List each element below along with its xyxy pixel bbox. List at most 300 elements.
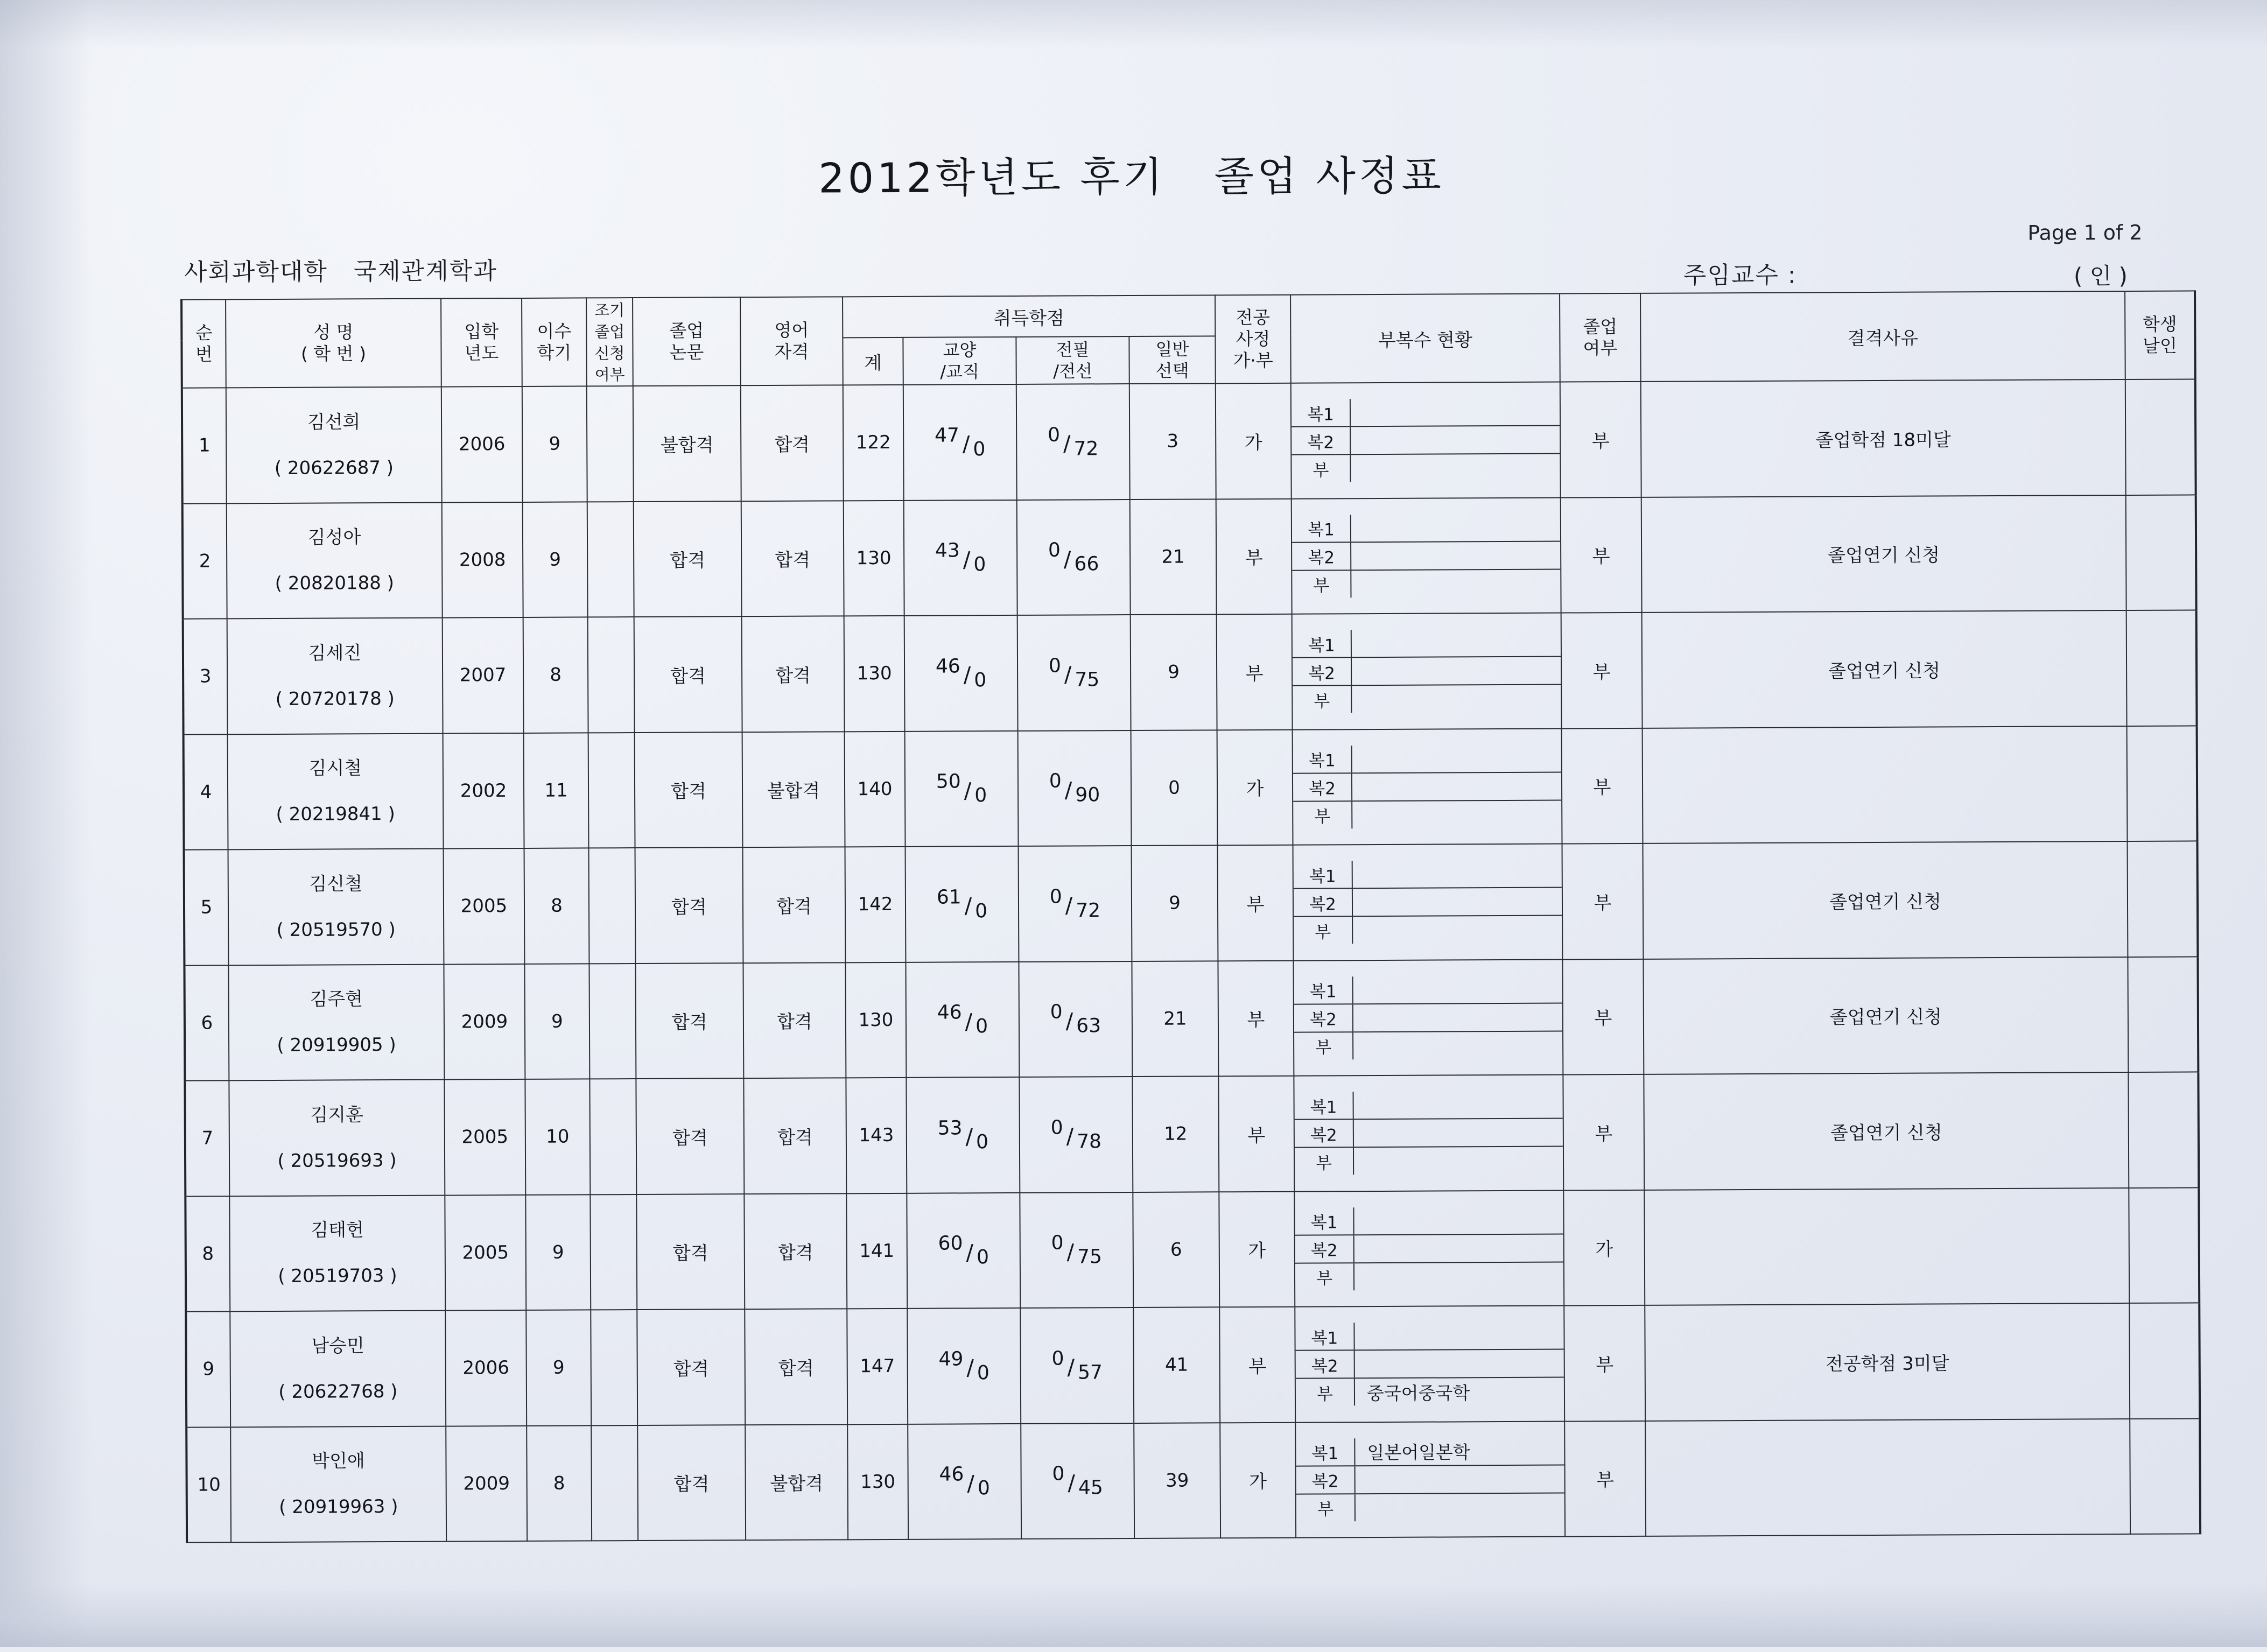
cell-entrance-year: 2008 [442,502,523,617]
cell-graduation: 부 [1563,1074,1644,1190]
credits-liberal-bottom: 0 [976,1246,989,1269]
slash-icon: / [1066,1240,1075,1265]
minor-label: 부 [1292,455,1351,482]
header-no: 순 번 [181,299,226,388]
cell-major-review: 부 [1216,498,1292,614]
credits-major-top: 0 [1049,885,1062,908]
credits-liberal-top: 60 [938,1232,963,1255]
slash-icon: / [1063,431,1071,456]
cell-graduation: 부 [1564,1421,1646,1536]
cell-double-major [1293,728,1562,845]
credits-liberal-bottom: 0 [977,1361,989,1384]
cell-major-review: 가 [1220,1422,1296,1538]
cell-entrance-year: 2006 [441,386,523,502]
double2-value [1351,542,1560,570]
credits-major-bottom: 90 [1075,784,1100,806]
cell-early-graduation [589,1079,636,1194]
double2-label: 복2 [1293,658,1352,685]
cell-credits-total: 142 [845,847,906,962]
header-reason: 결격사유 [1640,291,2125,382]
cell-credits-general: 6 [1133,1192,1219,1307]
double2-label: 복2 [1292,543,1351,570]
cell-credits-liberal [908,1423,1021,1539]
cell-double-major [1293,959,1563,1076]
credits-major-bottom: 75 [1077,1246,1103,1268]
double1-value [1351,398,1560,426]
cell-graduation: 부 [1562,843,1644,959]
cell-entrance-year: 2002 [443,733,524,848]
cell-graduation: 부 [1561,497,1642,613]
cell-graduation: 부 [1562,728,1643,843]
cell-major-review: 가 [1217,729,1293,845]
cell-credits-major [1019,1077,1133,1192]
cell-entrance-year: 2009 [444,964,525,1079]
credits-liberal-bottom: 0 [976,1130,989,1154]
credits-liberal-bottom: 0 [974,669,987,692]
credits-liberal-top: 49 [938,1348,964,1370]
cell-student-seal [2128,841,2198,957]
minor-value: 중국어중국학 [1366,1382,1470,1404]
cell-credits-liberal [906,846,1019,962]
minor-label: 부 [1296,1379,1355,1405]
table-row [183,610,2197,734]
student-name: 김시철 [308,757,362,779]
cell-credits-total: 130 [847,1424,908,1539]
double1-label: 복1 [1295,1323,1354,1349]
double1-label: 복1 [1293,630,1352,657]
cell-major-review: 부 [1218,845,1294,961]
credits-major-bottom: 63 [1076,1015,1101,1037]
cell-credits-general: 12 [1132,1076,1219,1192]
cell-credits-total: 122 [843,385,904,501]
cell-credits-liberal [906,961,1019,1077]
cell-major-review: 부 [1217,614,1293,730]
cell-credits-major [1019,846,1132,961]
slash-icon: / [1063,547,1071,572]
double2-value [1351,426,1560,454]
header-english: 영어 자격 [740,297,843,385]
minor-label: 부 [1294,917,1353,944]
cell-no: 9 [186,1311,230,1427]
cell-no: 6 [184,965,229,1081]
slash-icon: / [1064,778,1072,803]
slash-icon: / [1064,662,1072,687]
cell-credits-liberal [904,500,1017,615]
credits-major-top: 0 [1049,770,1062,792]
student-name: 김선희 [307,411,361,433]
credits-major-top: 0 [1047,424,1061,446]
student-id: ( 20219841 ) [276,803,395,825]
cell-credits-total: 141 [846,1193,907,1309]
slash-icon: / [966,1240,974,1266]
slash-icon: / [964,778,972,804]
graduation-assessment-table [180,290,2201,1543]
cell-entrance-year: 2005 [444,1079,525,1195]
cell-no: 3 [183,618,228,734]
credits-liberal-bottom: 0 [975,899,988,923]
minor-value [1351,454,1560,482]
cell-thesis: 합격 [636,1078,744,1194]
cell-credits-general: 0 [1131,730,1218,846]
cell-double-major [1294,1190,1564,1307]
minor-value [1354,1262,1563,1290]
cell-early-graduation [589,964,636,1079]
slash-icon: / [1067,1355,1075,1380]
student-id: ( 20820188 ) [275,572,395,594]
cell-thesis: 불합격 [633,385,741,501]
double1-label: 복1 [1296,1438,1355,1465]
double1-value [1354,1091,1563,1119]
cell-english: 합격 [744,1193,847,1309]
cell-name [228,964,444,1080]
credits-liberal-bottom: 0 [974,784,987,807]
professor-label: 주임교수 : [1683,261,1797,290]
credits-major-top: 0 [1052,1463,1065,1485]
minor-label: 부 [1295,1148,1354,1175]
student-name: 남승민 [311,1334,364,1357]
cell-credits-major [1017,500,1131,615]
cell-credits-general: 9 [1131,614,1217,730]
cell-credits-total: 130 [844,616,905,732]
table-row [183,495,2196,619]
credits-major-bottom: 78 [1077,1130,1102,1153]
header-thesis: 졸업 논문 [633,297,741,386]
student-id: ( 20622768 ) [278,1380,398,1403]
cell-thesis: 합격 [634,616,742,732]
cell-reason: 졸업연기 신청 [1643,841,2128,959]
cell-reason [1643,726,2128,843]
cell-semesters: 11 [524,733,589,848]
cell-credits-liberal [907,1308,1021,1424]
cell-early-graduation [587,502,634,617]
table-body [182,379,2200,1542]
cell-reason: 졸업학점 18미달 [1641,379,2126,497]
header-credits-general: 일반 선택 [1129,336,1215,384]
cell-credits-liberal [904,615,1018,731]
double1-label: 복1 [1292,399,1351,426]
cell-thesis: 합격 [635,847,743,963]
cell-no: 1 [182,388,227,503]
double1-label: 복1 [1294,861,1353,888]
cell-early-graduation [588,733,635,848]
header-semesters: 이수 학기 [522,298,587,386]
credits-liberal-top: 46 [939,1463,964,1486]
cell-student-seal [2125,379,2196,495]
credits-liberal-bottom: 0 [977,1477,990,1500]
cell-credits-major [1020,1307,1134,1423]
student-name: 김주현 [310,988,363,1010]
minor-label: 부 [1292,571,1351,597]
cell-reason: 졸업연기 신청 [1642,610,2127,728]
cell-credits-major [1019,961,1132,1077]
credits-major-top: 0 [1050,1116,1063,1139]
slash-icon: / [966,1355,974,1381]
double2-label: 복2 [1296,1351,1355,1377]
header-credits-group: 취득학점 [843,295,1215,338]
credits-major-bottom: 72 [1073,438,1099,460]
table-row [186,1418,2200,1543]
cell-semesters: 10 [525,1079,590,1194]
cell-name [227,618,443,734]
cell-entrance-year: 2006 [445,1310,527,1426]
cell-thesis: 합격 [637,1425,746,1541]
table-row [185,1072,2199,1196]
minor-value [1352,800,1561,828]
minor-label: 부 [1295,1263,1354,1290]
credits-liberal-top: 43 [935,539,960,562]
credits-major-bottom: 45 [1078,1477,1103,1499]
cell-early-graduation [590,1194,637,1310]
cell-credits-liberal [903,384,1017,500]
double2-value [1355,1350,1564,1378]
double2-value [1352,657,1561,685]
cell-major-review: 가 [1216,383,1292,499]
cell-semesters: 9 [522,386,587,502]
double2-label: 복2 [1294,889,1353,916]
cell-graduation: 부 [1564,1305,1645,1421]
cell-reason [1645,1418,2130,1536]
double2-label: 복2 [1295,1235,1354,1262]
double1-value [1352,629,1561,657]
cell-credits-total: 130 [845,962,906,1078]
cell-english: 합격 [742,616,845,732]
cell-english: 불합격 [745,1424,848,1540]
double1-value [1351,514,1560,542]
double1-label: 복1 [1295,1207,1354,1234]
cell-entrance-year: 2009 [446,1425,527,1541]
cell-credits-general: 21 [1130,499,1217,615]
credits-liberal-bottom: 0 [973,438,986,461]
cell-semesters: 9 [525,1194,591,1310]
cell-major-review: 부 [1218,1076,1294,1192]
double1-value: 일본어일본학 [1367,1442,1470,1464]
table-row [186,1303,2200,1427]
table-row [185,1187,2199,1312]
minor-label: 부 [1296,1494,1356,1521]
cell-thesis: 합격 [637,1309,745,1425]
table-row [184,957,2198,1081]
cell-name [230,1311,446,1427]
cell-credits-total: 143 [846,1078,907,1193]
cell-graduation: 부 [1561,613,1643,728]
cell-english: 합격 [745,1309,847,1424]
cell-early-graduation [589,848,636,964]
minor-value [1353,916,1562,944]
page-indicator: Page 1 of 2 [2027,220,2143,245]
credits-major-top: 0 [1048,655,1061,677]
cell-english: 합격 [743,962,846,1078]
cell-early-graduation [588,617,635,733]
minor-label: 부 [1294,1032,1353,1059]
cell-double-major [1293,844,1563,961]
cell-early-graduation [591,1425,638,1541]
double2-value [1356,1465,1564,1493]
credits-liberal-top: 46 [937,1001,962,1024]
cell-student-seal [2126,610,2197,726]
cell-student-seal [2129,1303,2200,1418]
double1-value [1354,1322,1563,1350]
double1-label: 복1 [1293,746,1352,772]
slash-icon: / [1065,1009,1073,1034]
cell-english: 합격 [743,847,846,962]
credits-liberal-top: 47 [934,424,959,447]
double2-value [1353,1003,1562,1031]
student-id: ( 20720178 ) [275,687,395,710]
header-credits-liberal: 교양 /교직 [903,337,1016,385]
cell-entrance-year: 2007 [443,617,524,733]
cell-double-major [1294,1075,1563,1192]
cell-credits-major [1018,730,1132,846]
slash-icon: / [963,547,971,573]
cell-entrance-year: 2005 [445,1194,526,1310]
cell-major-review: 가 [1219,1191,1295,1307]
header-graduation: 졸업 여부 [1560,293,1641,382]
cell-credits-liberal [906,1077,1020,1193]
seal-label: ( 인 ) [2073,262,2128,290]
department-line: 사회과학대학 국제관계학과 [184,257,497,286]
slash-icon: / [962,432,970,457]
minor-label: 부 [1293,686,1352,713]
cell-name [229,1195,445,1311]
double1-label: 복1 [1295,1092,1354,1119]
cell-credits-general: 41 [1133,1307,1220,1423]
cell-student-seal [2128,957,2198,1072]
cell-english: 합격 [741,501,844,616]
credits-liberal-bottom: 0 [975,1015,988,1038]
cell-english: 합격 [743,1078,846,1193]
cell-credits-total: 140 [845,731,906,847]
page-title: 2012학년도 후기 졸업 사정표 [818,151,1444,202]
cell-name [228,733,444,849]
cell-no: 8 [185,1196,230,1312]
header-name: 성 명 ( 학 번 ) [226,299,441,388]
cell-semesters: 9 [523,502,588,617]
double1-label: 복1 [1294,976,1353,1003]
cell-credits-total: 147 [847,1309,908,1424]
cell-credits-general: 3 [1129,383,1216,499]
cell-semesters: 8 [527,1425,592,1541]
cell-major-review: 부 [1219,1307,1295,1423]
cell-double-major [1292,613,1562,730]
double1-value [1354,1206,1563,1234]
cell-name [228,849,444,965]
cell-credits-major [1020,1192,1133,1308]
cell-early-graduation [587,386,634,502]
cell-credits-general: 9 [1132,845,1218,961]
cell-no: 7 [185,1080,229,1196]
cell-thesis: 합격 [635,732,743,848]
minor-value [1351,570,1560,597]
table-row [184,726,2198,850]
cell-semesters: 8 [524,848,589,964]
credits-liberal-top: 61 [936,886,961,909]
cell-reason: 졸업연기 신청 [1641,495,2126,612]
cell-reason: 전공학점 3미달 [1645,1303,2130,1421]
student-id: ( 20519570 ) [276,918,396,941]
credits-major-bottom: 75 [1075,669,1100,691]
cell-double-major [1295,1306,1564,1423]
cell-thesis: 합격 [635,963,743,1079]
cell-credits-total: 130 [844,500,904,616]
cell-no: 2 [183,503,227,619]
slash-icon: / [1065,893,1073,918]
cell-name [229,1080,445,1196]
cell-graduation: 부 [1560,382,1641,497]
header-major-review: 전공 사정 가·부 [1215,295,1291,384]
student-name: 김세진 [308,642,362,664]
header-student-seal: 학생 날인 [2125,291,2195,379]
double1-label: 복1 [1292,515,1351,542]
cell-student-seal [2129,1187,2199,1303]
double1-value [1353,860,1562,888]
minor-value [1356,1493,1564,1521]
minor-value [1352,685,1561,713]
double1-value [1353,975,1562,1003]
cell-thesis: 합격 [634,501,742,617]
double2-label: 복2 [1295,1120,1354,1147]
cell-credits-general: 39 [1134,1423,1220,1538]
cell-graduation: 가 [1563,1190,1645,1305]
cell-credits-major [1017,615,1131,730]
credits-major-bottom: 57 [1077,1361,1103,1384]
slash-icon: / [1066,1124,1074,1149]
cell-credits-liberal [905,730,1019,846]
credits-major-top: 0 [1051,1347,1064,1370]
double2-value [1352,772,1561,800]
cell-entrance-year: 2005 [444,848,525,964]
credits-liberal-top: 46 [935,655,960,678]
cell-english: 불합격 [742,732,845,847]
header-credits-major: 전필 /전선 [1016,336,1129,384]
student-id: ( 20519703 ) [278,1264,397,1287]
cell-semesters: 8 [523,617,588,733]
double2-value [1354,1234,1563,1262]
cell-credits-major [1021,1423,1134,1539]
student-name: 김지훈 [310,1103,364,1126]
student-name: 김성아 [307,526,361,549]
cell-no: 5 [184,849,229,965]
header-early-graduation: 조기 졸업 신청 여부 [586,298,633,386]
slash-icon: / [964,894,972,919]
credits-liberal-bottom: 0 [973,553,986,576]
table-row [182,379,2196,503]
double1-value [1352,744,1561,772]
cell-early-graduation [591,1310,637,1425]
cell-double-major [1295,1421,1565,1538]
cell-double-major [1291,382,1561,499]
cell-double-major [1292,497,1561,614]
cell-english: 합격 [741,385,844,501]
student-id: ( 20919963 ) [279,1495,398,1518]
student-name: 김태헌 [311,1219,364,1241]
cell-graduation: 부 [1562,959,1644,1074]
cell-credits-major [1016,384,1130,500]
slash-icon: / [1068,1471,1076,1496]
double2-value [1353,888,1562,916]
student-id: ( 20919905 ) [277,1034,396,1056]
cell-name [226,387,442,503]
table-row [184,841,2198,965]
cell-major-review: 부 [1218,960,1294,1076]
double2-value [1354,1119,1563,1147]
header-entrance-year: 입학 년도 [441,298,522,387]
cell-student-seal [2126,495,2196,610]
cell-student-seal [2128,1072,2199,1187]
cell-credits-general: 21 [1132,961,1218,1077]
double2-label: 복2 [1294,1004,1353,1031]
cell-student-seal [2130,1418,2200,1534]
slash-icon: / [963,663,971,688]
